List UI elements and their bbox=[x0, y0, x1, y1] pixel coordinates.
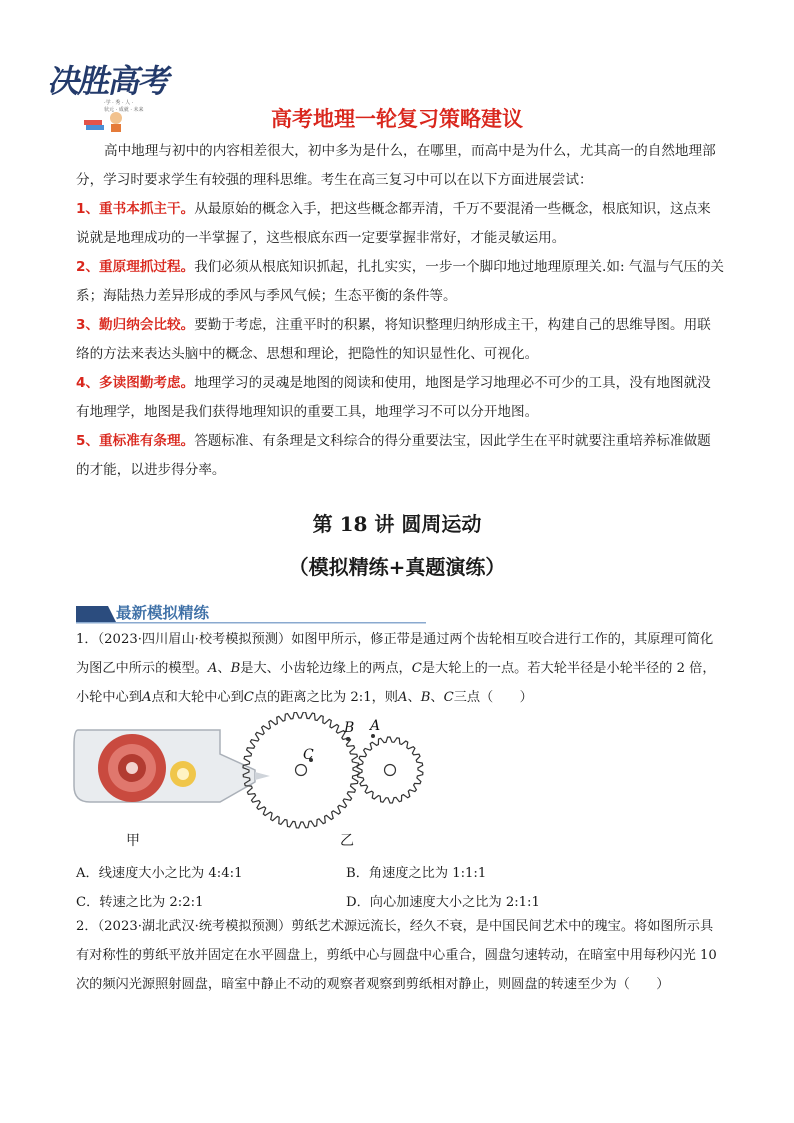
tip-3-text: 要勤于考虑，注重平时的积累，将知识整理归纳形成主干，构建自己的思维导图。用联络的方法来表达头脑中的概念、思想和理论，把隐性的知识显性化、可视化。 bbox=[76, 317, 711, 362]
option-b-key: B． bbox=[346, 866, 369, 881]
question-1-text bbox=[76, 625, 724, 712]
q1-seg1: 如图甲所示，修正带是通过两个齿轮相互咬合进行工作的，其原理可简化为图乙中所示的模型。 bbox=[76, 632, 714, 676]
q2-number: 2． bbox=[76, 919, 98, 934]
tip-5-text: 答题标准、有条理是文科综合的得分重要法宝，因此学生在平时就要注重培养标准做题的才能，以进步得分率。 bbox=[76, 433, 711, 478]
lecture-title: 第 18 讲 圆周运动 bbox=[312, 512, 482, 536]
label-b: B bbox=[344, 720, 355, 736]
q1-source: （2023·四川眉山·校考模拟预测） bbox=[97, 632, 292, 647]
option-a[interactable] bbox=[76, 862, 242, 881]
question-2 bbox=[76, 912, 724, 999]
tip-1-text: 从最原始的概念入手，把这些概念都弄清，千万不要混淆一些概念，根底知识，这点来说就是地理成功的一半掌握了，这些根底东西一定要掌握非常好，才能灵敏运用。 bbox=[76, 201, 711, 246]
q1-seg2: 是大、小齿轮边缘上的两点， bbox=[240, 661, 412, 676]
question-2-text bbox=[76, 912, 724, 999]
q1-var-c: C bbox=[411, 661, 422, 676]
intro-paragraph: 高中地理与初中的内容相差很大，初中多为是什么，在哪里，而高中是为什么，尤其高一的自然地理部分，学习时要求学生有较强的理科思维。考生在高三复习中可以在以下方面进展尝试： bbox=[76, 143, 716, 188]
tip-1 bbox=[76, 195, 724, 253]
caption-yi: 乙 bbox=[340, 833, 354, 849]
q1-var-a: A bbox=[207, 661, 218, 676]
option-c-key: C． bbox=[76, 895, 100, 910]
logo-tagline-2: 状元 · 成就 · 未来 bbox=[104, 107, 144, 113]
q1-var-a2: A bbox=[141, 690, 152, 705]
option-d-text: 向心加速度大小之比为 2:1:1 bbox=[369, 895, 540, 910]
tip-2-text: 我们必须从根底知识抓起，扎扎实实，一步一个脚印地过地理原理关.如: 气温与气压的关系；海陆热力差异形成的季风与季风气候；生态平衡的条件等。 bbox=[76, 259, 725, 304]
q1-var-a3: A bbox=[397, 690, 408, 705]
q1-seg3: 是大轮上的一点。若大轮半径是小轮半径的 2 倍，小轮中心到 bbox=[76, 661, 716, 705]
q1-var-b2: B bbox=[420, 690, 431, 705]
q1-var-c3: C bbox=[443, 690, 454, 705]
label-c: C bbox=[303, 747, 314, 763]
q1-seg4: 点和大轮中心到 bbox=[151, 690, 244, 705]
lecture-subtitle: （模拟精练+真题演练） bbox=[288, 555, 506, 579]
label-a: A bbox=[370, 718, 381, 734]
tip-4-label: 4、多读图勤考虑。 bbox=[76, 375, 195, 391]
option-c-text: 转速之比为 2:2:1 bbox=[99, 895, 204, 910]
strategy-section bbox=[76, 137, 724, 485]
page-title: 高考地理一轮复习策略建议 bbox=[271, 107, 523, 131]
q1-var-b: B bbox=[230, 661, 241, 676]
logo-text: 决胜高考 bbox=[45, 62, 174, 100]
option-a-text: 线速度大小之比为 4:4:1 bbox=[98, 866, 243, 881]
tip-1-label: 1、重书本抓主干。 bbox=[76, 201, 195, 217]
q1-sep3: 、 bbox=[430, 690, 444, 705]
q1-number: 1． bbox=[76, 632, 98, 647]
section-label: 最新模拟精练 bbox=[116, 604, 210, 622]
q1-seg5: 点的距离之比为 2:1，则 bbox=[253, 690, 398, 705]
logo-tagline-1: ·学 · 秀 · 人 · bbox=[104, 100, 134, 106]
gear-model-figure bbox=[230, 712, 430, 837]
tip-4 bbox=[76, 369, 724, 427]
option-c[interactable] bbox=[76, 891, 203, 910]
tip-2 bbox=[76, 253, 724, 311]
option-a-key: A． bbox=[76, 866, 99, 881]
caption-jia: 甲 bbox=[126, 833, 140, 849]
tip-2-label: 2、重原理抓过程。 bbox=[76, 259, 195, 275]
option-d-key: D． bbox=[346, 895, 370, 910]
q1-seg6: 三点（ ） bbox=[453, 690, 533, 705]
tip-5-label: 5、重标准有条理。 bbox=[76, 433, 195, 449]
tip-5 bbox=[76, 427, 724, 485]
tip-4-text: 地理学习的灵魂是地图的阅读和使用，地图是学习地理必不可少的工具，没有地图就没有地理学，地图是我们获得地理知识的重要工具，地理学习不可以分开地图。 bbox=[76, 375, 711, 420]
option-b[interactable] bbox=[346, 862, 486, 881]
q1-var-c2: C bbox=[243, 690, 254, 705]
q2-source: （2023·湖北武汉·统考模拟预测） bbox=[97, 919, 292, 934]
q1-sep2: 、 bbox=[407, 690, 421, 705]
option-d[interactable] bbox=[346, 891, 540, 910]
tip-3 bbox=[76, 311, 724, 369]
question-1 bbox=[76, 625, 724, 712]
tip-3-label: 3、勤归纳会比较。 bbox=[76, 317, 195, 333]
option-b-text: 角速度之比为 1:1:1 bbox=[368, 866, 487, 881]
q1-sep1: 、 bbox=[217, 661, 231, 676]
q2-body: 剪纸艺术源远流长，经久不衰，是中国民间艺术中的瑰宝。将如图所示具有对称性的剪纸平放并固定在水平圆盘上，剪纸中心与圆盘中心重合，圆盘匀速转动，在暗室中用每秒闪光 10 次的频闪光源照射圆盘，暗室中静止不动的观察者观察到剪纸相对静止，则圆盘的转速至少为（ ） bbox=[76, 919, 717, 992]
